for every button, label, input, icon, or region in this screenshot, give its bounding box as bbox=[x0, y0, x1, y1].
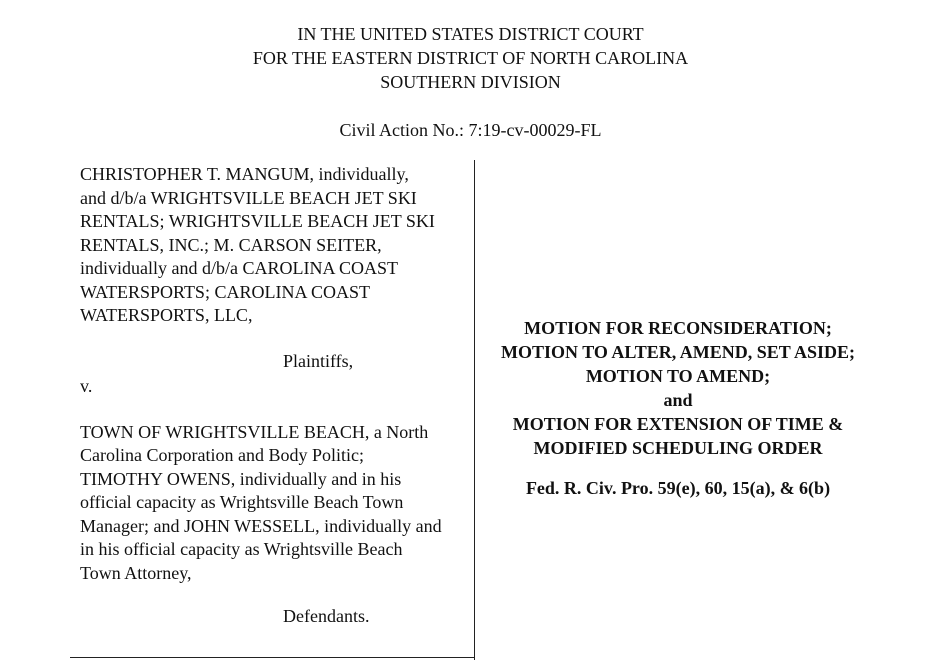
motion-title-conjunction: and bbox=[663, 390, 693, 410]
plaintiffs-label: Plaintiffs, bbox=[283, 350, 354, 371]
civil-action-number: Civil Action No.: 7:19-cv-00029-FL bbox=[339, 120, 602, 140]
versus: v. bbox=[80, 376, 93, 396]
motion-title-line-5: MOTION FOR EXTENSION OF TIME & bbox=[512, 414, 844, 434]
case-caption-parties bbox=[80, 163, 472, 629]
motion-title-line-1: MOTION FOR RECONSIDERATION; bbox=[524, 318, 832, 338]
defendants-label: Defendants. bbox=[283, 606, 370, 626]
caption-vertical-divider bbox=[474, 160, 475, 660]
court-header bbox=[0, 22, 941, 94]
court-division: SOUTHERN DIVISION bbox=[380, 72, 561, 92]
court-name-line-1: IN THE UNITED STATES DISTRICT COURT bbox=[297, 24, 644, 44]
court-name-line-2: FOR THE EASTERN DISTRICT OF NORTH CAROLINA bbox=[252, 48, 689, 68]
defendants-names: TOWN OF WRIGHTSVILLE BEACH, a North Carolina Corporation and Body Politic; TIMOTHY OWENS, individually and in his official capacity as Wrightsville Beach Town Manager; and JOHN WESSELL, individually and in his official capacity as Wrightsville Beach Town Attorney, bbox=[80, 421, 442, 583]
motion-title-line-6: MODIFIED SCHEDULING ORDER bbox=[533, 438, 823, 458]
motion-title-block bbox=[478, 316, 878, 500]
motion-title-line-3: MOTION TO AMEND; bbox=[585, 366, 771, 386]
rules-citation: Fed. R. Civ. Pro. 59(e), 60, 15(a), & 6(b) bbox=[525, 478, 831, 498]
caption-bottom-divider bbox=[70, 657, 475, 658]
motion-title-line-2: MOTION TO ALTER, AMEND, SET ASIDE; bbox=[501, 342, 855, 362]
plaintiffs-names: CHRISTOPHER T. MANGUM, individually, and d/b/a WRIGHTSVILLE BEACH JET SKI RENTALS; WRIGHTSVILLE BEACH JET SKI RENTALS, INC.; M. CARSON SEITER, individually and d/b/a CAROLINA COAST WATERSPORTS; CAROLINA COAST WATERSPORTS, LLC, bbox=[80, 164, 435, 325]
